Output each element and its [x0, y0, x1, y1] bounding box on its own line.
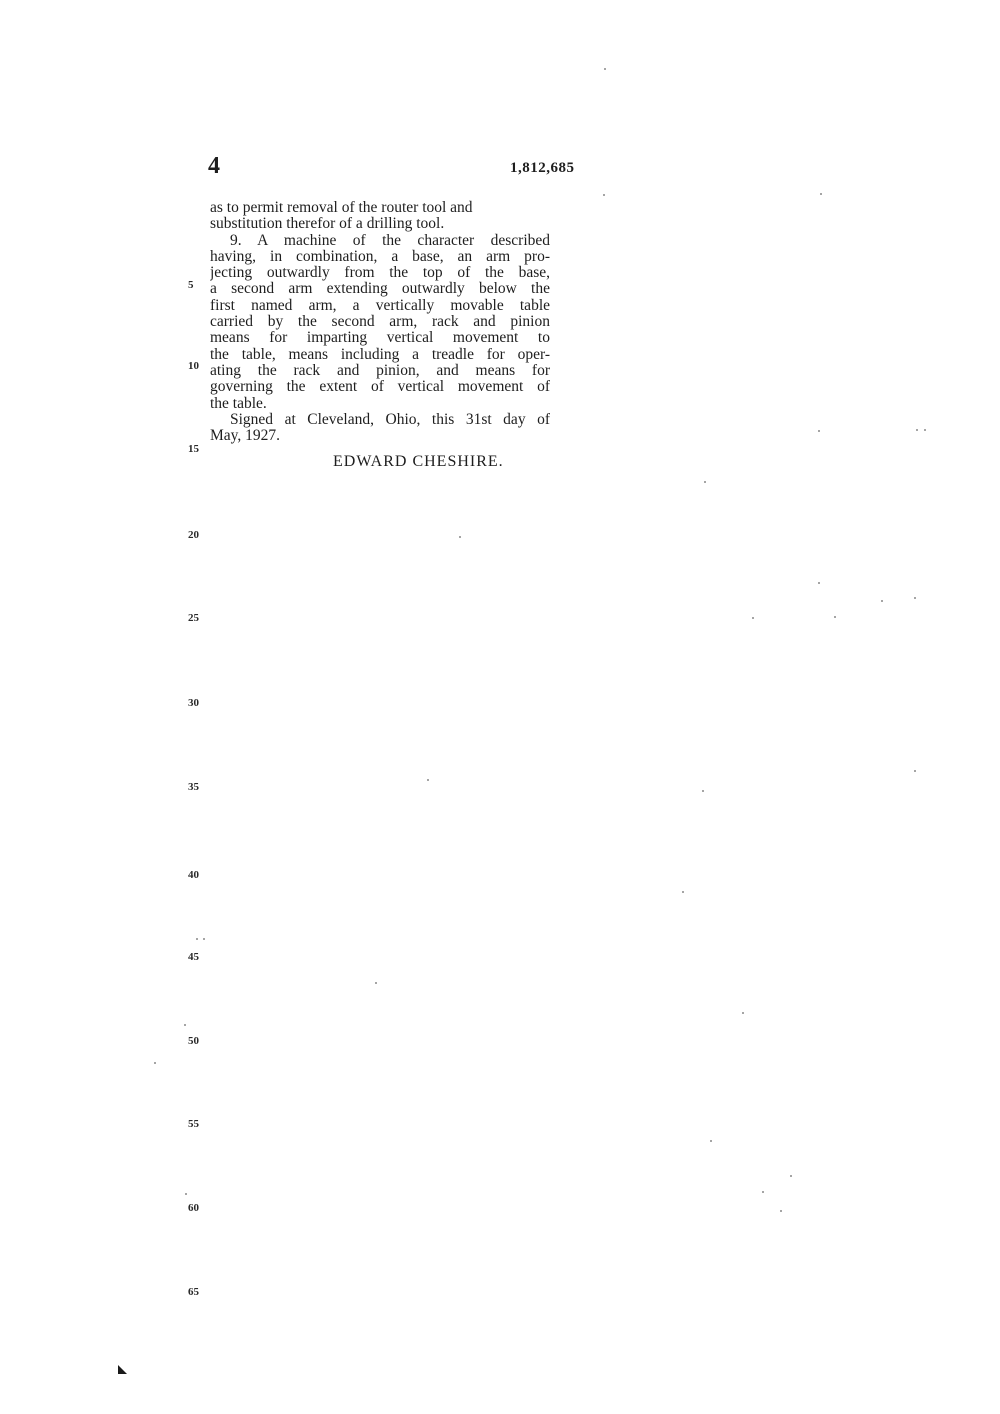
- scan-speck: [710, 1140, 712, 1142]
- scan-speck: [185, 1193, 187, 1195]
- scan-speck: [603, 194, 605, 196]
- scan-speck: [154, 1062, 156, 1064]
- scan-speck: [702, 790, 704, 792]
- scan-speck: [881, 600, 883, 602]
- scan-speck: [914, 597, 916, 599]
- scan-speck: [818, 430, 820, 432]
- scan-corner-mark: [118, 1365, 127, 1374]
- text-line: first named arm, a vertically movable table: [210, 297, 550, 314]
- margin-line-number: 50: [188, 1035, 199, 1047]
- scan-speck: [184, 1024, 186, 1026]
- margin-line-number: 10: [188, 360, 199, 372]
- scan-speck: [818, 582, 820, 584]
- scan-speck: [604, 68, 606, 70]
- text-line: May, 1927.: [210, 428, 281, 445]
- text-line: the table.: [210, 395, 267, 412]
- margin-line-number: 30: [188, 697, 199, 709]
- text-line: means for imparting vertical movement to: [210, 330, 550, 347]
- margin-line-number: 25: [188, 612, 199, 624]
- scan-speck: [196, 938, 198, 940]
- margin-line-number: 55: [188, 1118, 199, 1130]
- patent-number: 1,812,685: [510, 160, 575, 176]
- scan-speck: [682, 891, 684, 893]
- text-line: governing the extent of vertical movement of: [210, 379, 550, 396]
- margin-line-number: 5: [188, 279, 194, 291]
- text-line: the table, means including a treadle for oper-: [210, 346, 550, 363]
- text-line: a second arm extending outwardly below the: [210, 281, 550, 298]
- inventor-signature: EDWARD CHESHIRE.: [333, 453, 504, 470]
- scan-speck: [203, 938, 205, 940]
- text-line: as to permit removal of the router tool and: [210, 200, 473, 216]
- text-line: substitution therefor of a drilling tool.: [210, 216, 445, 233]
- scan-speck: [427, 779, 429, 781]
- scan-speck: [375, 982, 377, 984]
- scan-speck: [704, 481, 706, 483]
- claim-text-column: [210, 200, 550, 444]
- margin-line-number: 65: [188, 1286, 199, 1298]
- text-line: Signed at Cleveland, Ohio, this 31st day of: [230, 411, 550, 428]
- scan-speck: [780, 1210, 782, 1212]
- margin-line-number: 40: [188, 869, 199, 881]
- text-line: carried by the second arm, rack and pinion: [210, 314, 550, 331]
- text-line: having, in combination, a base, an arm pro-: [210, 248, 550, 265]
- scan-speck: [914, 770, 916, 772]
- text-line: ating the rack and pinion, and means for: [210, 362, 550, 379]
- text-line: 9. A machine of the character described: [230, 232, 550, 249]
- margin-line-number: 60: [188, 1202, 199, 1214]
- margin-line-number: 20: [188, 529, 199, 541]
- scan-speck: [790, 1175, 792, 1177]
- scan-speck: [742, 1012, 744, 1014]
- scan-speck: [834, 616, 836, 618]
- scan-speck: [752, 617, 754, 619]
- margin-line-number: 35: [188, 781, 199, 793]
- margin-line-number: 45: [188, 951, 199, 963]
- page-number: 4: [208, 153, 220, 179]
- scan-speck: [762, 1191, 764, 1193]
- scan-speck: [820, 193, 822, 195]
- margin-line-number: 15: [188, 443, 199, 455]
- text-line: jecting outwardly from the top of the base,: [210, 265, 550, 282]
- scan-speck: [916, 429, 918, 431]
- scan-speck: [924, 429, 926, 431]
- scan-speck: [459, 536, 461, 538]
